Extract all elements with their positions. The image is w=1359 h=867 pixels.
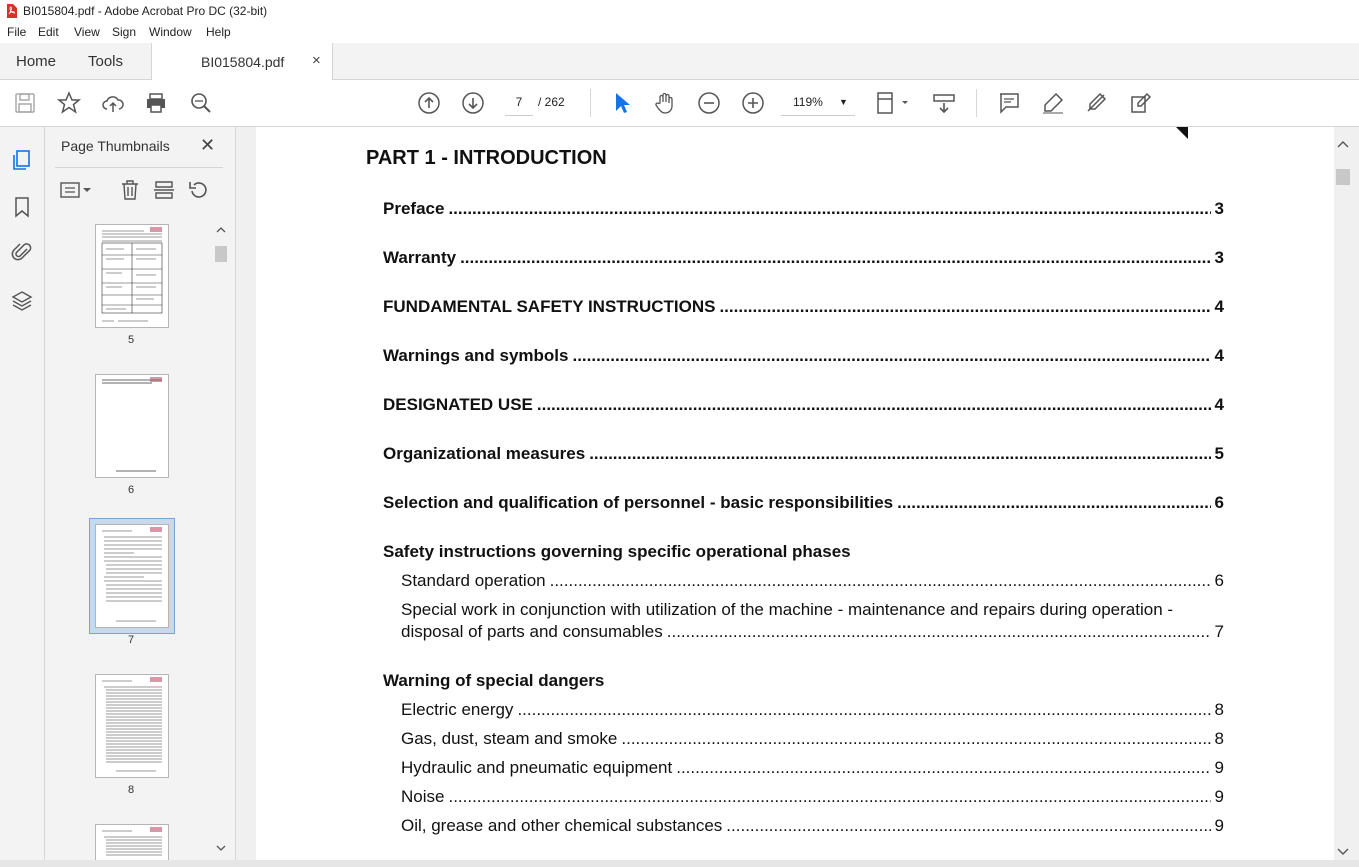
toc-entry-text: Selection and qualification of personnel - basic responsibilities (383, 493, 894, 512)
toc-entry-text: disposal of parts and consumables (401, 622, 663, 641)
find-zoom-icon[interactable] (189, 91, 213, 115)
toc-entry-page: 8 (1214, 729, 1224, 748)
window-title: BI015804.pdf - Adobe Acrobat Pro DC (32-bit) (23, 4, 268, 18)
toc-entry-page: 4 (1214, 297, 1224, 316)
toolbar-divider (976, 89, 977, 117)
panel-title: Page Thumbnails (61, 138, 170, 154)
dot-leader (676, 758, 1210, 778)
menu-window[interactable]: Window (149, 25, 192, 39)
dot-leader (897, 493, 1210, 513)
toc-entry-text: DESIGNATED USE (383, 395, 533, 414)
comment-icon[interactable] (997, 91, 1021, 115)
toc-entry-text: Oil, grease and other chemical substances (401, 816, 723, 835)
thumbnails-panel (45, 127, 236, 860)
toolbar-divider (590, 89, 591, 117)
dot-leader (726, 816, 1210, 836)
bookmark-star-icon[interactable] (57, 91, 81, 115)
attachments-icon[interactable] (11, 241, 33, 263)
thumbnail-image (96, 225, 168, 327)
upload-cloud-icon[interactable] (101, 91, 125, 115)
menu-sign[interactable]: Sign (112, 25, 137, 39)
toc-entry-text: Hydraulic and pneumatic equipment (401, 758, 673, 777)
toc-entry[interactable] (383, 297, 1224, 317)
page-thumbnails-icon[interactable] (11, 149, 33, 171)
document-scrollbar[interactable] (1334, 127, 1352, 860)
toolbar (0, 80, 1359, 127)
dot-leader (517, 700, 1210, 720)
options-menu-icon[interactable] (59, 179, 93, 201)
print-icon[interactable] (144, 91, 168, 115)
thumbnail-page-label: 6 (127, 484, 135, 496)
toc-entry[interactable] (383, 248, 1224, 268)
toc-subentry[interactable] (401, 729, 1224, 749)
toc-subentry[interactable] (401, 787, 1224, 807)
toc-section-heading[interactable]: Warning of special dangers (383, 671, 605, 690)
toc-entry[interactable] (383, 199, 1224, 219)
zoom-value: 119% (793, 95, 823, 109)
page-number-input[interactable]: 7 (505, 89, 533, 116)
page-fit-icon[interactable] (876, 91, 910, 115)
toc-subentry-line1[interactable]: Special work in conjunction with utilization of the machine - maintenance and repairs during operation - (401, 600, 1174, 619)
rotate-icon[interactable] (188, 179, 210, 201)
toc-subentry[interactable] (401, 700, 1224, 720)
toc-entry-text: Organizational measures (383, 444, 586, 463)
highlight-pen-icon[interactable] (1041, 91, 1065, 115)
toc-entry[interactable] (383, 395, 1224, 415)
dot-leader (719, 297, 1210, 317)
page-count: / 262 (538, 95, 565, 109)
toc-entry-page: 9 (1214, 816, 1224, 835)
bookmarks-icon[interactable] (11, 196, 33, 218)
horizontal-scrollbar[interactable] (0, 860, 1359, 867)
thumbnail-page-6[interactable] (95, 374, 169, 478)
chevron-down-icon: ▼ (839, 97, 848, 107)
thumbnail-toolbar (45, 171, 235, 207)
dot-leader (537, 395, 1211, 415)
toc-entry-page: 5 (1214, 444, 1224, 463)
tab-close-icon[interactable]: × (312, 52, 321, 69)
toc-subentry[interactable] (401, 622, 1224, 642)
toc-entry-text: Warranty (383, 248, 457, 267)
toc-entry-text: Preface (383, 199, 445, 218)
toc-entry-page: 3 (1214, 199, 1224, 218)
menu-file[interactable]: File (7, 25, 27, 39)
save-icon[interactable] (13, 91, 37, 115)
thumbnail-page-5[interactable] (95, 224, 169, 328)
toc-entry-page: 9 (1214, 787, 1224, 806)
thumbnail-image (96, 525, 168, 627)
insert-page-icon[interactable] (153, 179, 175, 201)
thumbnail-page-label: 7 (127, 634, 135, 646)
close-icon[interactable]: ✕ (200, 135, 216, 155)
zoom-in-icon[interactable] (741, 91, 765, 115)
pdf-app-icon (6, 4, 17, 18)
hand-tool-icon[interactable] (653, 91, 677, 115)
thumbnail-page-7[interactable] (95, 524, 169, 628)
tab-bar (0, 43, 1359, 80)
prev-page-icon[interactable] (417, 91, 441, 115)
thumbnail-page-label: 8 (127, 784, 135, 796)
toc-section-heading[interactable]: Safety instructions governing specific operational phases (383, 542, 851, 561)
document-viewport (236, 127, 1359, 860)
zoom-select[interactable] (781, 89, 855, 116)
dot-leader (448, 199, 1210, 219)
toc-entry-text: Warnings and symbols (383, 346, 569, 365)
next-page-icon[interactable] (461, 91, 485, 115)
divider (55, 167, 223, 168)
toc-entry-text: Standard operation (401, 571, 546, 590)
page-corner-mark (1176, 127, 1190, 139)
toc-entry[interactable] (383, 346, 1224, 366)
toc-entry-page: 3 (1214, 248, 1224, 267)
select-cursor-icon[interactable] (610, 91, 634, 115)
toc-entry-page: 4 (1214, 395, 1224, 414)
scroll-mode-icon[interactable] (932, 91, 956, 115)
toc-entry[interactable] (383, 493, 1224, 513)
fill-sign-icon[interactable] (1129, 91, 1153, 115)
thumbnail-image (96, 375, 168, 477)
dot-leader (448, 787, 1210, 807)
menu-view[interactable]: View (74, 25, 100, 39)
tab-document-label: BI015804.pdf (201, 54, 285, 70)
menu-edit[interactable]: Edit (38, 25, 59, 39)
dot-leader (621, 729, 1210, 749)
toc-entry-page: 4 (1214, 346, 1224, 365)
toc-entry-page: 8 (1214, 700, 1224, 719)
dot-leader (667, 622, 1211, 642)
toc-subentry[interactable] (401, 571, 1224, 591)
thumbnail-image (96, 675, 168, 777)
menu-help[interactable]: Help (206, 25, 231, 39)
toc-entry-text: Gas, dust, steam and smoke (401, 729, 618, 748)
dot-leader (572, 346, 1210, 366)
toc-entry-text: Noise (401, 787, 445, 806)
tab-tools[interactable]: Tools (88, 53, 124, 70)
toc-entry-page: 6 (1214, 571, 1224, 590)
layers-icon[interactable] (11, 290, 33, 312)
toc-entry-text: Electric energy (401, 700, 514, 719)
page-title: PART 1 - INTRODUCTION (366, 147, 607, 169)
toc-subentry[interactable] (401, 758, 1224, 778)
toc-entry-text: FUNDAMENTAL SAFETY INSTRUCTIONS (383, 297, 716, 316)
left-rail (0, 127, 45, 860)
tab-home[interactable]: Home (16, 53, 57, 70)
pdf-page (256, 127, 1334, 860)
zoom-out-icon[interactable] (697, 91, 721, 115)
thumbnail-page-8[interactable] (95, 674, 169, 778)
menu-bar (0, 22, 1359, 43)
thumbnail-image (96, 825, 168, 861)
thumbnail-page-9[interactable] (95, 824, 169, 861)
toc-subentry[interactable] (401, 816, 1224, 836)
title-bar (0, 0, 1359, 22)
toc-entry-page: 6 (1214, 493, 1224, 512)
dot-leader (460, 248, 1210, 268)
dot-leader (550, 571, 1211, 591)
dot-leader (589, 444, 1210, 464)
toc-entry-page: 9 (1214, 758, 1224, 777)
toc-entry-page: 7 (1214, 622, 1224, 641)
thumbnail-page-label: 5 (127, 334, 135, 346)
draw-sign-icon[interactable] (1085, 91, 1109, 115)
delete-icon[interactable] (119, 179, 141, 201)
tab-document[interactable] (151, 43, 333, 80)
thumbnail-scrollbar[interactable] (213, 222, 229, 857)
toc-entry[interactable] (383, 444, 1224, 464)
